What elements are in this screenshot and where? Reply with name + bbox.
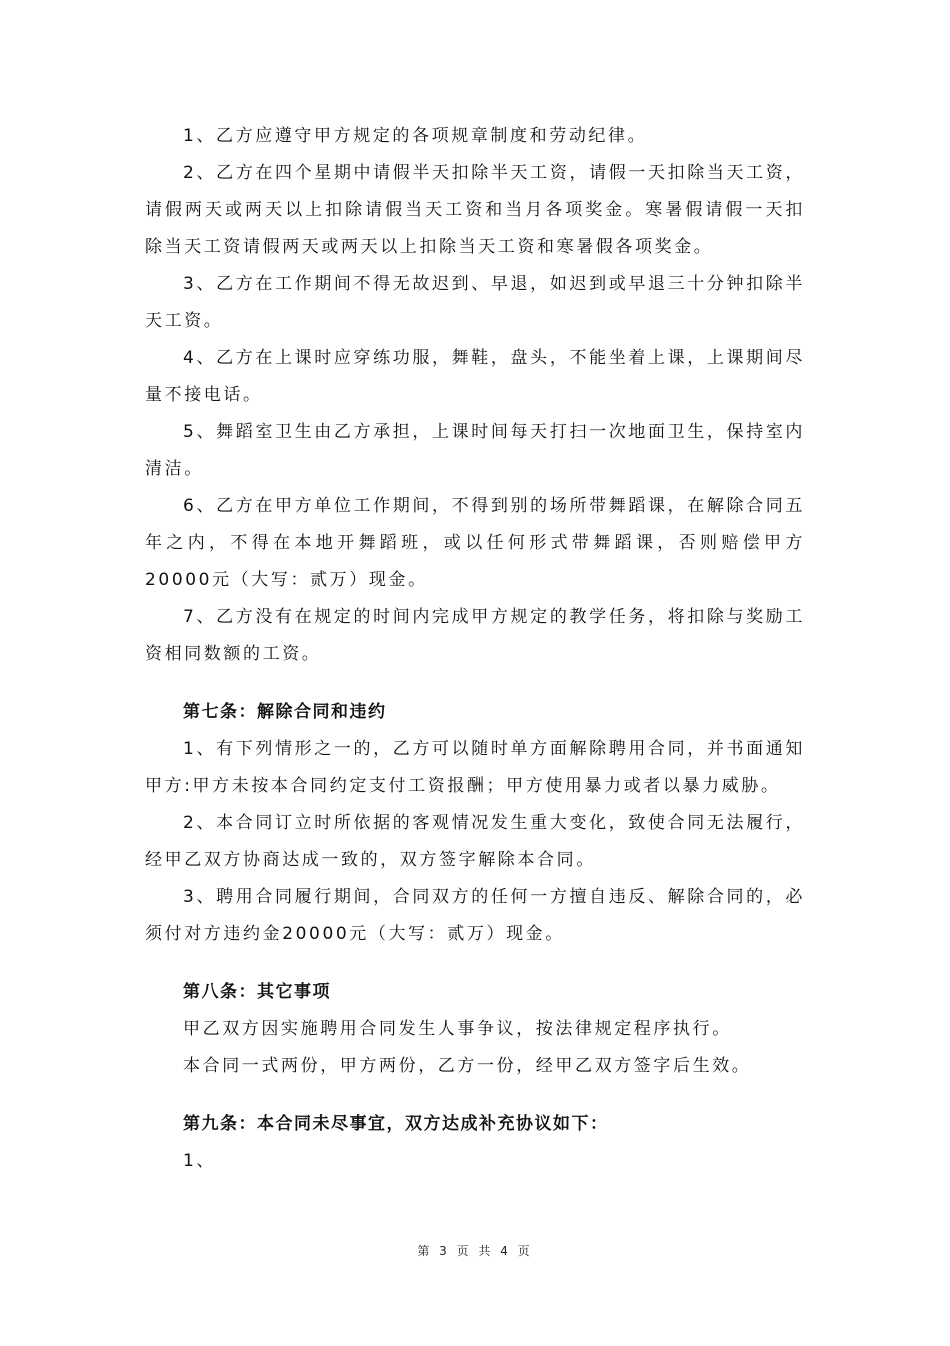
section7-item-1: 1、有下列情形之一的，乙方可以随时单方面解除聘用合同，并书面通知甲方:甲方未按本合同约定支付工资报酬；甲方使用暴力或者以暴力威胁。 bbox=[145, 739, 805, 796]
page-footer: 第 3 页 共 4 页 bbox=[417, 1244, 533, 1258]
section9-title: 第九条：本合同未尽事宜，双方达成补充协议如下： bbox=[183, 1114, 609, 1134]
document-body bbox=[145, 118, 805, 1180]
section7-item-2: 2、本合同订立时所依据的客观情况发生重大变化，致使合同无法履行，经甲乙双方协商达成一致的，双方签字解除本合同。 bbox=[145, 813, 805, 870]
section7-item-3: 3、聘用合同履行期间，合同双方的任何一方擅自违反、解除合同的，必须付对方违约金20000元（大写：贰万）现金。 bbox=[145, 887, 805, 944]
section-gap bbox=[145, 953, 805, 974]
section-gap bbox=[145, 673, 805, 694]
section6-item-4: 4、乙方在上课时应穿练功服，舞鞋，盘头，不能坐着上课，上课期间尽量不接电话。 bbox=[145, 348, 805, 405]
section6-item-1: 1、乙方应遵守甲方规定的各项规章制度和劳动纪律。 bbox=[183, 126, 648, 146]
section6-item-7: 7、乙方没有在规定的时间内完成甲方规定的教学任务，将扣除与奖励工资相同数额的工资。 bbox=[145, 607, 805, 664]
section8-title: 第八条：其它事项 bbox=[183, 982, 331, 1002]
section9-item-1: 1、 bbox=[183, 1151, 217, 1171]
section6-item-6: 6、乙方在甲方单位工作期间，不得到别的场所带舞蹈课，在解除合同五年之内，不得在本地开舞蹈班，或以任何形式带舞蹈课，否则赔偿甲方20000元（大写：贰万）现金。 bbox=[145, 496, 805, 590]
section6-item-5: 5、舞蹈室卫生由乙方承担，上课时间每天打扫一次地面卫生，保持室内清洁。 bbox=[145, 422, 805, 479]
section6-item-2: 2、乙方在四个星期中请假半天扣除半天工资，请假一天扣除当天工资，请假两天或两天以上扣除请假当天工资和当月各项奖金。寒暑假请假一天扣除当天工资请假两天或两天以上扣除当天工资和寒暑假各项奖金。 bbox=[145, 163, 805, 257]
section8-item-2: 本合同一式两份，甲方两份，乙方一份，经甲乙双方签字后生效。 bbox=[183, 1056, 752, 1076]
section8-item-1: 甲乙双方因实施聘用合同发生人事争议，按法律规定程序执行。 bbox=[183, 1019, 732, 1039]
section7-title: 第七条：解除合同和违约 bbox=[183, 702, 387, 722]
section-gap bbox=[145, 1085, 805, 1106]
section6-item-3: 3、乙方在工作期间不得无故迟到、早退，如迟到或早退三十分钟扣除半天工资。 bbox=[145, 274, 805, 331]
